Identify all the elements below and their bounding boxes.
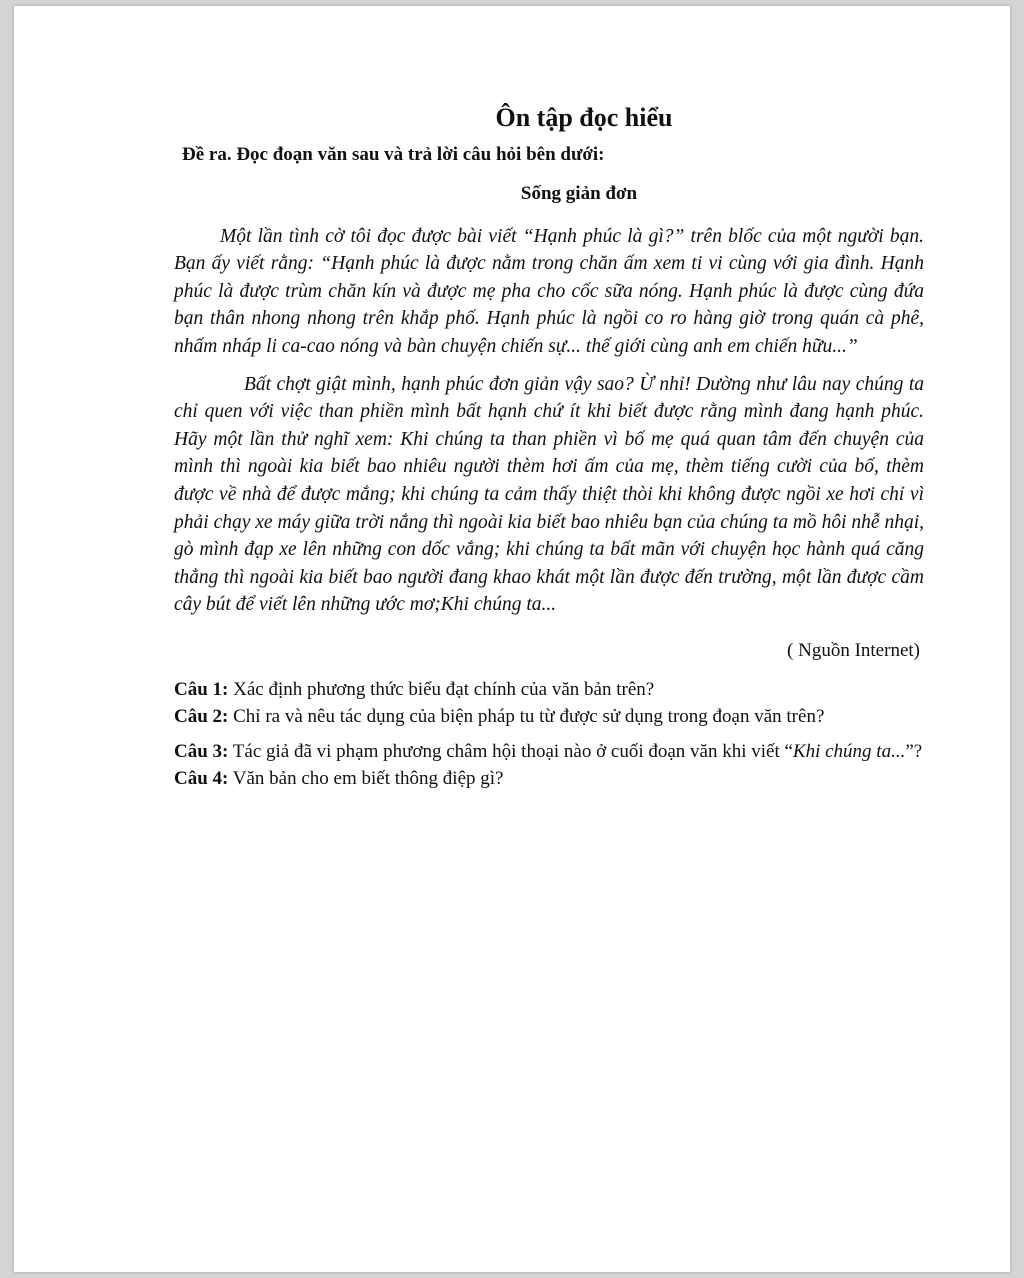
document-content <box>174 102 924 792</box>
question-3-after: ”? <box>905 740 923 762</box>
instruction-text: Đề ra. Đọc đoạn văn sau và trả lời câu hỏi bên dưới: <box>182 144 605 166</box>
question-2 <box>174 703 924 730</box>
question-3 <box>174 738 924 765</box>
source-citation: ( Nguồn Internet) <box>787 639 920 661</box>
question-3-text: Tác giả đã vi phạm phương châm hội thoại nào ở cuối đoạn văn khi viết “ <box>228 740 793 762</box>
question-3-quote: Khi chúng ta... <box>792 740 906 762</box>
passage-paragraph-1: Một lần tình cờ tôi đọc được bài viết “Hạnh phúc là gì?” trên blốc của một người bạn. Bạn ấy viết rằng: “Hạnh phúc là được nằm trong chăn ấm xem ti vi cùng với gia đình. Hạnh phúc là được trùm chăn kín và được mẹ pha cho cốc sữa nóng. Hạnh phúc là được cùng đứa bạn thân nhong nhong trên khắp phố. Hạnh phúc là ngồi co ro hàng giờ trong quán cà phê, nhấm nháp li ca-cao nóng và bàn chuyện chiến sự... thế giới cùng anh em chiến hữu...” <box>174 225 924 357</box>
question-1 <box>174 676 924 703</box>
document-page <box>14 6 1010 1272</box>
passage-paragraph-2: Bất chợt giật mình, hạnh phúc đơn giản vậy sao? Ừ nhỉ! Dường như lâu nay chúng ta chỉ quen với việc than phiền mình bất hạnh chứ ít khi biết được rằng mình đang hạnh phúc. Hãy một lần thử nghĩ xem: Khi chúng ta than phiền vì bố mẹ quá quan tâm đến chuyện của mình thì ngoài kia biết bao nhiêu người thèm hơi ấm của mẹ, thèm tiếng cười của bố, thèm được về nhà để được mắng; khi chúng ta cảm thấy thiệt thòi khi không được ngồi xe hơi chỉ vì phải chạy xe máy giữa trời nắng thì ngoài kia biết bao nhiêu bạn của chúng ta mồ hôi nhễ nhại, gò mình đạp xe lên những con dốc vắng; khi chúng ta bất mãn với chuyện học hành quá căng thẳng thì ngoài kia biết bao người đang khao khát một lần được đến trường, một lần được cầm cây bút để viết lên những ước mơ;Khi chúng ta... <box>174 373 924 616</box>
question-3-label: Câu 3: <box>174 740 229 762</box>
question-4-text: Văn bản cho em biết thông điệp gì? <box>228 767 504 789</box>
question-2-text: Chỉ ra và nêu tác dụng của biện pháp tu từ được sử dụng trong đoạn văn trên? <box>228 705 825 727</box>
question-4-label: Câu 4: <box>174 767 229 789</box>
question-1-text: Xác định phương thức biểu đạt chính của văn bản trên? <box>228 678 655 700</box>
question-2-label: Câu 2: <box>174 705 229 727</box>
question-4 <box>174 765 924 792</box>
document-title: Ôn tập đọc hiểu <box>495 103 673 132</box>
question-1-label: Câu 1: <box>174 678 229 700</box>
passage-title: Sống giản đơn <box>520 182 638 204</box>
